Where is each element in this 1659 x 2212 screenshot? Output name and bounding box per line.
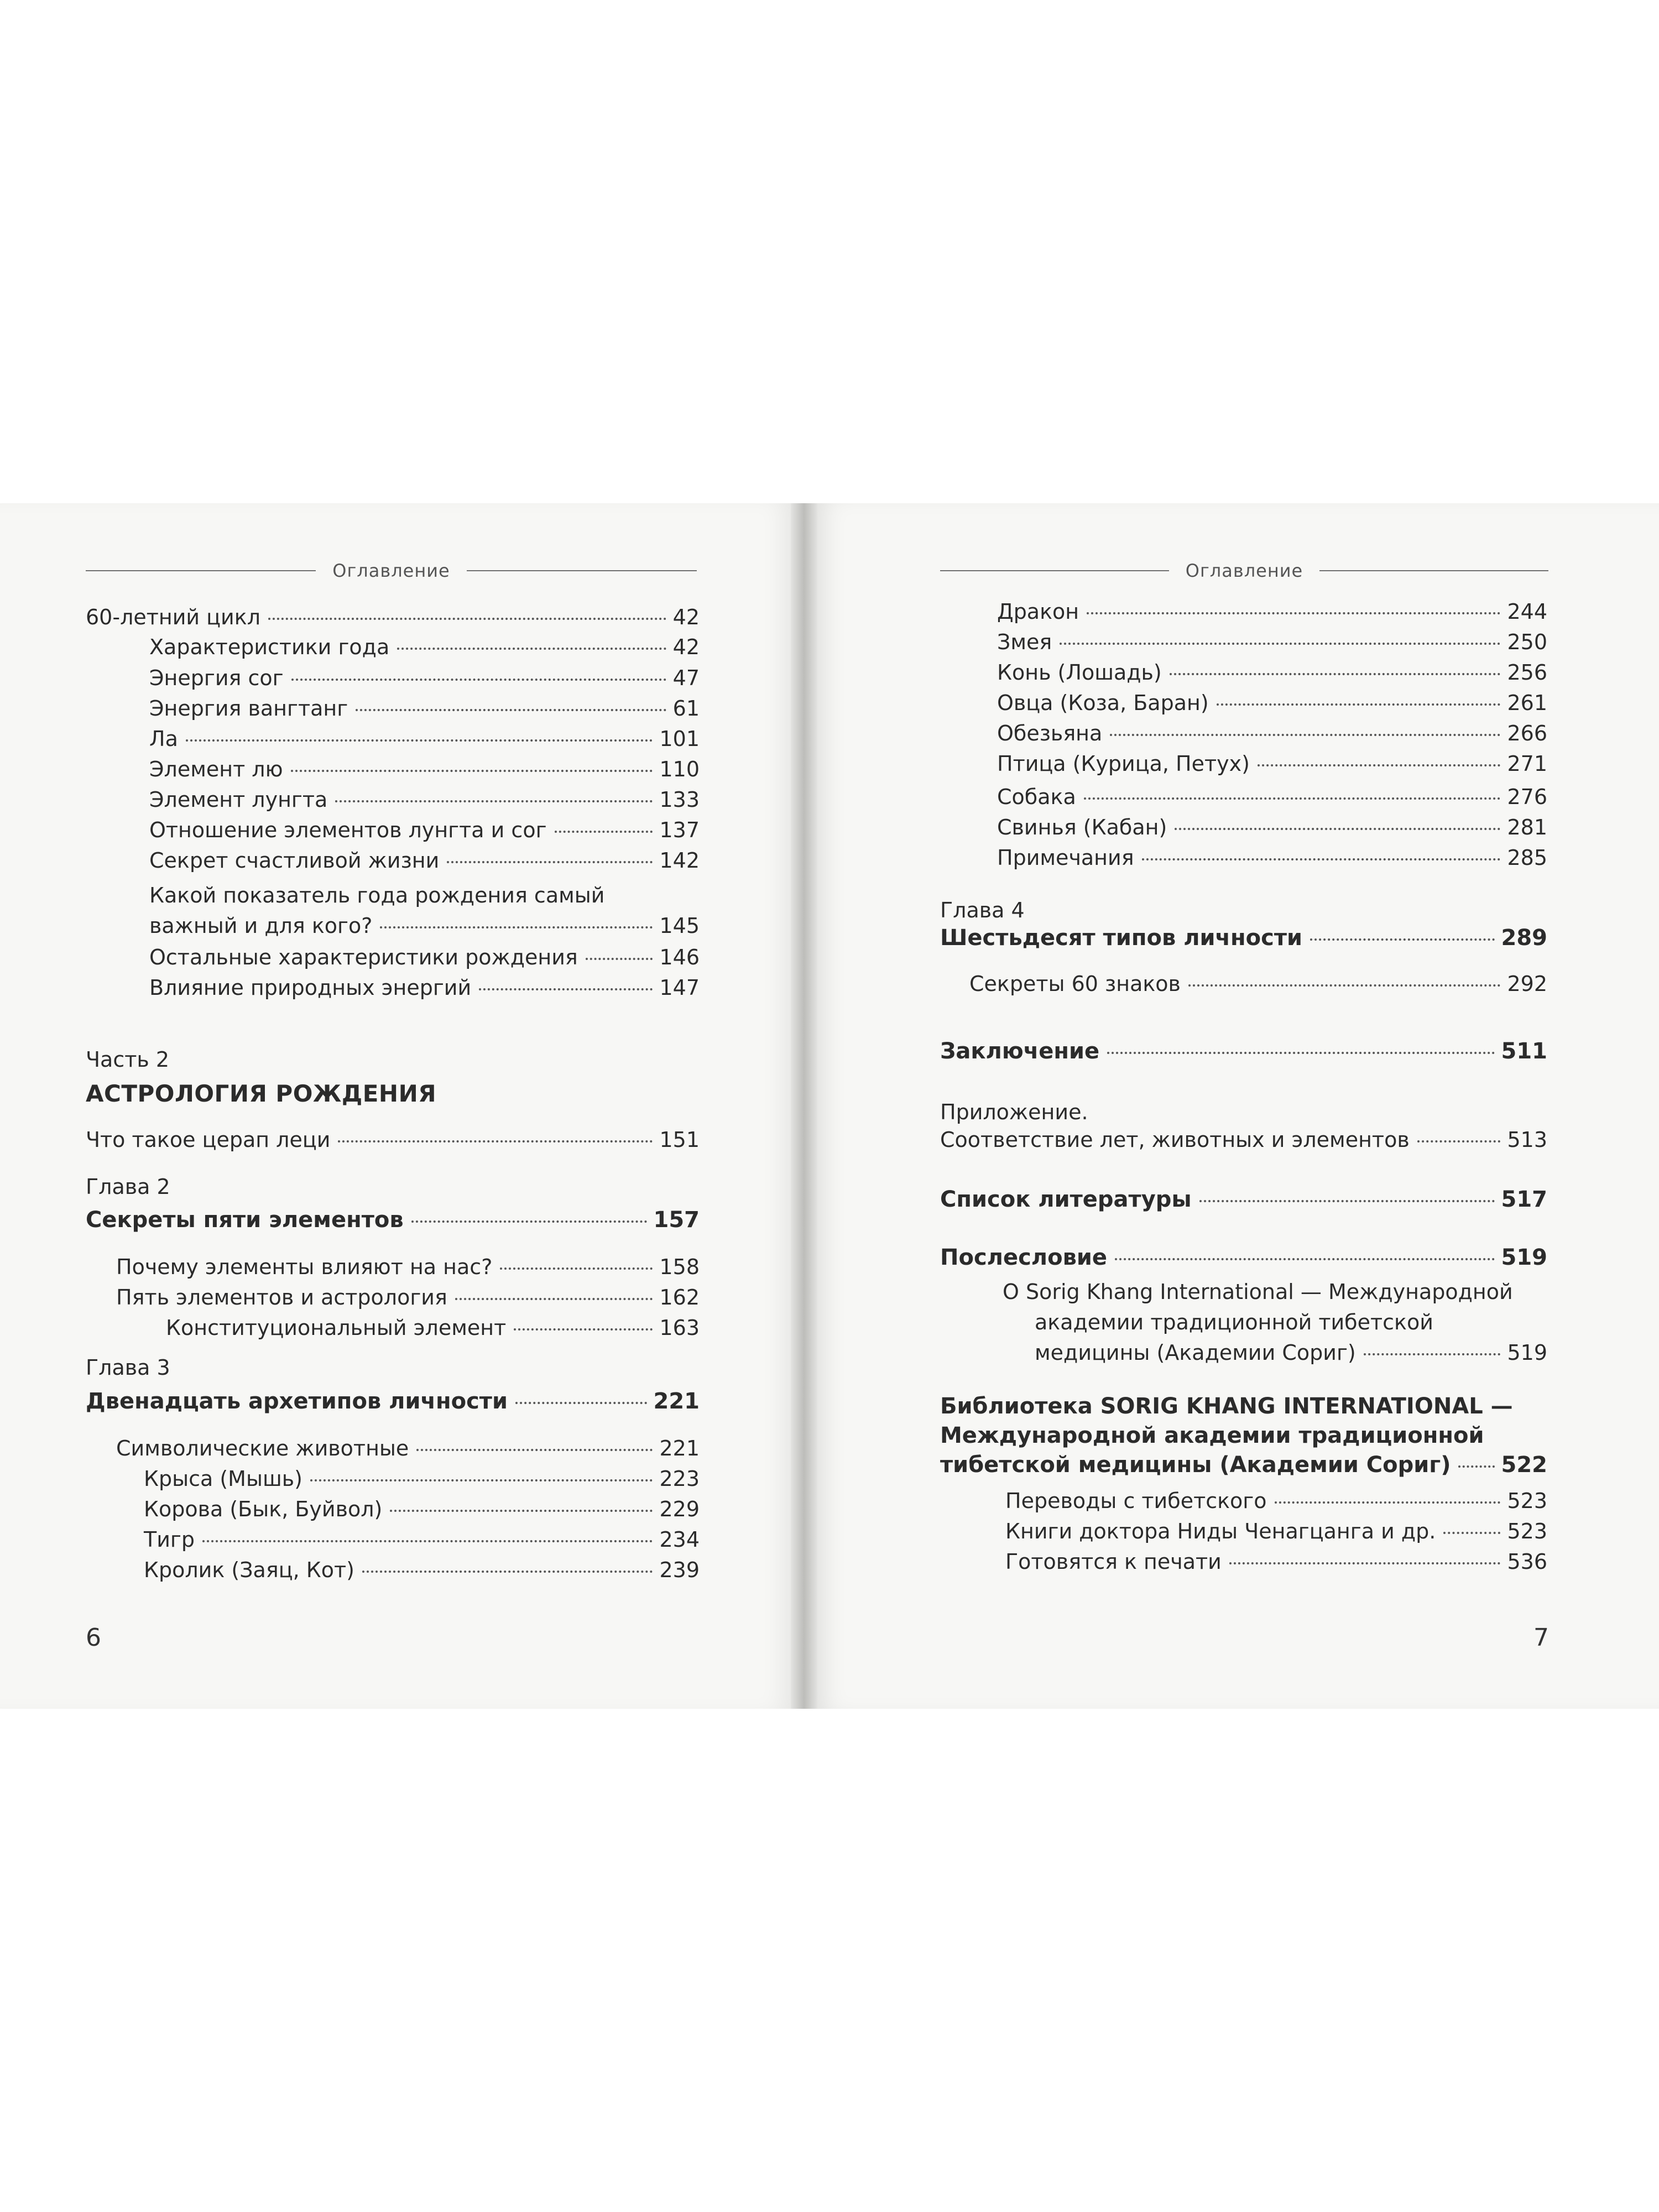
right-page (817, 503, 1659, 1709)
toc-leader-dots (1310, 938, 1494, 941)
toc-entry-title: Кролик (Заяц, Кот) (144, 1558, 354, 1582)
toc-entry-title: Энергия вангтанг (149, 696, 348, 721)
toc-leader-dots (1458, 1465, 1494, 1468)
toc-entry-page: 223 (659, 1467, 700, 1491)
toc-entry-page: 244 (1507, 599, 1547, 624)
left-running-header (86, 559, 697, 583)
toc-leader-dots (455, 1298, 653, 1300)
toc-leader-dots (1443, 1532, 1500, 1534)
toc-entry-title: 60-летний цикл (86, 605, 260, 629)
toc-entry-title: Примечания (997, 846, 1134, 870)
toc-entry (997, 628, 1547, 656)
toc-leader-dots (362, 1571, 653, 1573)
book-gutter (791, 503, 817, 1709)
toc-leader-dots (479, 988, 653, 990)
toc-leader-dots (356, 709, 666, 711)
toc-entry-page: 271 (1507, 752, 1547, 776)
toc-entry-title: Отношение элементов лунгта и сог (149, 818, 547, 842)
toc-entry-title: Энергия сог (149, 666, 284, 690)
toc-entry-page: 137 (659, 818, 700, 842)
toc-chapter-entry (940, 1037, 1547, 1066)
toc-entry-page: 142 (659, 848, 700, 873)
toc-entry-title: Дракон (997, 599, 1079, 624)
toc-entry-title-line2: академии традиционной тибетской (1035, 1310, 1433, 1334)
toc-entry-title-line2: Международной академии традиционной (940, 1423, 1484, 1448)
toc-entry-title: Пять элементов и астрология (116, 1285, 447, 1310)
toc-entry-title-line1: О Sorig Khang International — Международной (1003, 1280, 1513, 1304)
toc-entry-title-line1: Библиотека SORIG KHANG INTERNATIONAL — (940, 1394, 1513, 1419)
toc-entry-page: 523 (1507, 1519, 1547, 1543)
toc-leader-dots (291, 679, 666, 681)
toc-entry-page: 281 (1507, 815, 1547, 839)
toc-entry-title: Крыса (Мышь) (144, 1467, 302, 1491)
toc-entry-page: 157 (653, 1207, 700, 1233)
toc-entry-page: 158 (659, 1255, 700, 1279)
toc-entry-page: 523 (1507, 1489, 1547, 1513)
header-rule-left (86, 570, 316, 571)
toc-entry (997, 782, 1547, 811)
toc-entry-page: 276 (1507, 785, 1547, 809)
toc-entry-title: Обезьяна (997, 721, 1103, 745)
toc-entry-title: Что такое церап леци (86, 1128, 331, 1152)
toc-entry (940, 1125, 1547, 1154)
toc-leader-dots (310, 1479, 653, 1481)
toc-entry-page: 151 (659, 1128, 700, 1152)
toc-entry-title: Тигр (144, 1527, 195, 1552)
toc-leader-dots (1275, 1501, 1501, 1504)
toc-entry (144, 1525, 700, 1554)
toc-entry-page: 250 (1507, 630, 1547, 654)
toc-entry-page: 110 (659, 757, 700, 781)
toc-entry-title: Список литературы (940, 1187, 1192, 1212)
toc-entry-page: 221 (659, 1436, 700, 1460)
toc-entry (1005, 1486, 1547, 1515)
toc-entry-page: 42 (672, 635, 700, 659)
toc-entry-title: Змея (997, 630, 1052, 654)
toc-entry-title: Шестьдесят типов личности (940, 925, 1303, 951)
toc-entry-title: Элемент лунгта (149, 787, 328, 812)
toc-leader-dots (1107, 1052, 1494, 1054)
toc-leader-dots (291, 770, 653, 772)
toc-entry-page: 292 (1507, 972, 1547, 996)
toc-leader-dots (1060, 643, 1500, 645)
toc-entry-title: Секреты пяти элементов (86, 1207, 404, 1233)
toc-entry-page: 47 (672, 666, 700, 690)
toc-entry (1005, 1547, 1547, 1576)
toc-entry (997, 658, 1547, 687)
toc-leader-dots (338, 1140, 653, 1142)
toc-entry-title: Свинья (Кабан) (997, 815, 1167, 839)
toc-entry (149, 846, 700, 875)
toc-leader-dots (1170, 673, 1501, 675)
toc-leader-dots (500, 1267, 653, 1270)
header-rule-right (1319, 570, 1548, 571)
toc-leader-dots (380, 926, 653, 928)
toc-entry-title: Корова (Бык, Буйвол) (144, 1497, 383, 1521)
toc-leader-dots (268, 618, 666, 620)
toc-entry (116, 1283, 700, 1312)
toc-entry-title: Конституциональный элемент (166, 1316, 507, 1340)
toc-entry (149, 633, 700, 661)
toc-entry-page: 513 (1507, 1128, 1547, 1152)
toc-entry (149, 911, 700, 940)
toc-leader-dots (1258, 764, 1501, 766)
page-number: 6 (86, 1624, 101, 1652)
toc-entry-title: важный и для кого? (149, 914, 373, 938)
toc-entry-page: 61 (672, 696, 700, 721)
toc-entry (149, 664, 700, 692)
chapter-label: Глава 4 (940, 898, 1025, 922)
toc-leader-dots (1229, 1562, 1501, 1564)
toc-leader-dots (186, 739, 653, 742)
book-spread (0, 503, 1659, 1709)
toc-leader-dots (416, 1449, 653, 1451)
toc-entry-title: Элемент лю (149, 757, 283, 781)
toc-leader-dots (555, 831, 653, 833)
toc-entry (997, 688, 1547, 717)
toc-entry (997, 813, 1547, 842)
toc-entry (144, 1495, 700, 1524)
toc-entry-page: 146 (659, 945, 700, 969)
toc-entry-page: 234 (659, 1527, 700, 1552)
toc-entry (86, 1125, 700, 1154)
right-running-header (940, 559, 1548, 583)
toc-leader-dots (1110, 734, 1500, 736)
toc-entry (166, 1313, 700, 1342)
toc-entry-title: Заключение (940, 1039, 1100, 1064)
toc-chapter-entry (940, 924, 1547, 952)
page-number: 7 (1533, 1624, 1549, 1652)
toc-entry-page: 289 (1501, 925, 1547, 951)
toc-leader-dots (1364, 1353, 1501, 1355)
toc-leader-dots (397, 648, 666, 650)
toc-entry-title: Птица (Курица, Петух) (997, 752, 1250, 776)
toc-entry (997, 749, 1547, 778)
toc-leader-dots (1188, 984, 1501, 987)
toc-entry-title: Переводы с тибетского (1005, 1489, 1267, 1513)
toc-entry-title: Ла (149, 727, 178, 751)
toc-entry (149, 785, 700, 814)
chapter-label: Глава 3 (86, 1355, 170, 1380)
toc-entry-page: 517 (1501, 1187, 1547, 1212)
header-title: Оглавление (332, 560, 450, 581)
toc-entry-page: 101 (659, 727, 700, 751)
toc-entry (997, 843, 1547, 872)
toc-entry-page: 285 (1507, 846, 1547, 870)
toc-leader-dots (411, 1220, 647, 1223)
toc-entry-page: 221 (653, 1389, 700, 1414)
toc-entry-title: Готовятся к печати (1005, 1550, 1222, 1574)
toc-entry-title: Овца (Коза, Баран) (997, 691, 1209, 715)
toc-entry-title: Секрет счастливой жизни (149, 848, 440, 873)
toc-entry-title: Конь (Лошадь) (997, 660, 1162, 685)
toc-leader-dots (1087, 612, 1500, 614)
toc-entry (1035, 1338, 1547, 1367)
toc-leader-dots (1417, 1140, 1501, 1142)
toc-entry-title-line1: Какой показатель года рождения самый (149, 883, 605, 907)
toc-entry (144, 1556, 700, 1584)
toc-entry-title: Почему элементы влияют на нас? (116, 1255, 493, 1279)
toc-entry (1005, 1517, 1547, 1546)
toc-entry-title: Книги доктора Ниды Ченагцанга и др. (1005, 1519, 1436, 1543)
toc-leader-dots (335, 800, 653, 802)
toc-entry-title: медицины (Академии Сориг) (1035, 1340, 1356, 1365)
toc-entry-page: 266 (1507, 721, 1547, 745)
toc-entry-title: Характеристики года (149, 635, 390, 659)
toc-leader-dots (514, 1328, 653, 1331)
toc-leader-dots (447, 861, 653, 863)
toc-entry-title: Секреты 60 знаков (969, 972, 1181, 996)
toc-leader-dots (1199, 1200, 1495, 1202)
toc-chapter-entry (940, 1451, 1547, 1479)
toc-entry-page: 536 (1507, 1550, 1547, 1574)
part-label: Часть 2 (86, 1047, 170, 1072)
toc-chapter-entry (86, 1387, 700, 1416)
toc-leader-dots (586, 958, 653, 960)
toc-entry-page: 522 (1501, 1452, 1547, 1478)
toc-chapter-entry (940, 1243, 1547, 1272)
header-title: Оглавление (1185, 560, 1303, 581)
toc-entry-title: Соответствие лет, животных и элементов (940, 1128, 1410, 1152)
toc-entry-page: 145 (659, 914, 700, 938)
toc-entry-title: Послесловие (940, 1245, 1108, 1270)
toc-entry (144, 1464, 700, 1493)
toc-entry (116, 1253, 700, 1281)
toc-leader-dots (1142, 858, 1501, 860)
toc-entry-page: 163 (659, 1316, 700, 1340)
header-rule-right (467, 570, 697, 571)
toc-chapter-entry (940, 1185, 1547, 1214)
toc-leader-dots (515, 1402, 647, 1404)
toc-entry (149, 724, 700, 753)
toc-entry-page: 147 (659, 975, 700, 1000)
toc-entry-page: 133 (659, 787, 700, 812)
toc-entry (149, 943, 700, 972)
toc-entry-page: 229 (659, 1497, 700, 1521)
toc-leader-dots (202, 1540, 653, 1542)
toc-entry-page: 239 (659, 1558, 700, 1582)
toc-entry-page: 261 (1507, 691, 1547, 715)
left-page (0, 503, 791, 1709)
header-rule-left (940, 570, 1169, 571)
toc-chapter-entry (86, 1206, 700, 1234)
toc-leader-dots (1217, 703, 1501, 706)
toc-entry-title: Двенадцать архетипов личности (86, 1389, 508, 1414)
toc-leader-dots (390, 1510, 653, 1512)
toc-entry (149, 816, 700, 844)
toc-entry-title: тибетской медицины (Академии Сориг) (940, 1452, 1451, 1478)
toc-leader-dots (1115, 1258, 1494, 1260)
toc-entry (116, 1434, 700, 1463)
chapter-label: Глава 2 (86, 1175, 170, 1199)
part-title: АСТРОЛОГИЯ РОЖДЕНИЯ (86, 1080, 437, 1107)
toc-entry-title: Собака (997, 785, 1076, 809)
toc-entry (149, 973, 700, 1002)
toc-entry-page: 519 (1507, 1340, 1547, 1365)
toc-entry (86, 603, 700, 632)
toc-entry-page: 42 (672, 605, 700, 629)
toc-entry (997, 597, 1547, 626)
toc-entry-page: 519 (1501, 1245, 1547, 1270)
appendix-label: Приложение. (940, 1100, 1088, 1124)
toc-entry-page: 511 (1501, 1039, 1547, 1064)
toc-entry-page: 256 (1507, 660, 1547, 685)
toc-entry (969, 969, 1547, 998)
toc-entry (997, 719, 1547, 748)
toc-leader-dots (1175, 828, 1500, 830)
toc-entry (149, 755, 700, 784)
toc-entry-title: Остальные характеристики рождения (149, 945, 578, 969)
toc-entry (149, 694, 700, 723)
toc-leader-dots (1084, 797, 1501, 800)
toc-entry-page: 162 (659, 1285, 700, 1310)
toc-entry-title: Влияние природных энергий (149, 975, 472, 1000)
toc-entry-title: Символические животные (116, 1436, 409, 1460)
